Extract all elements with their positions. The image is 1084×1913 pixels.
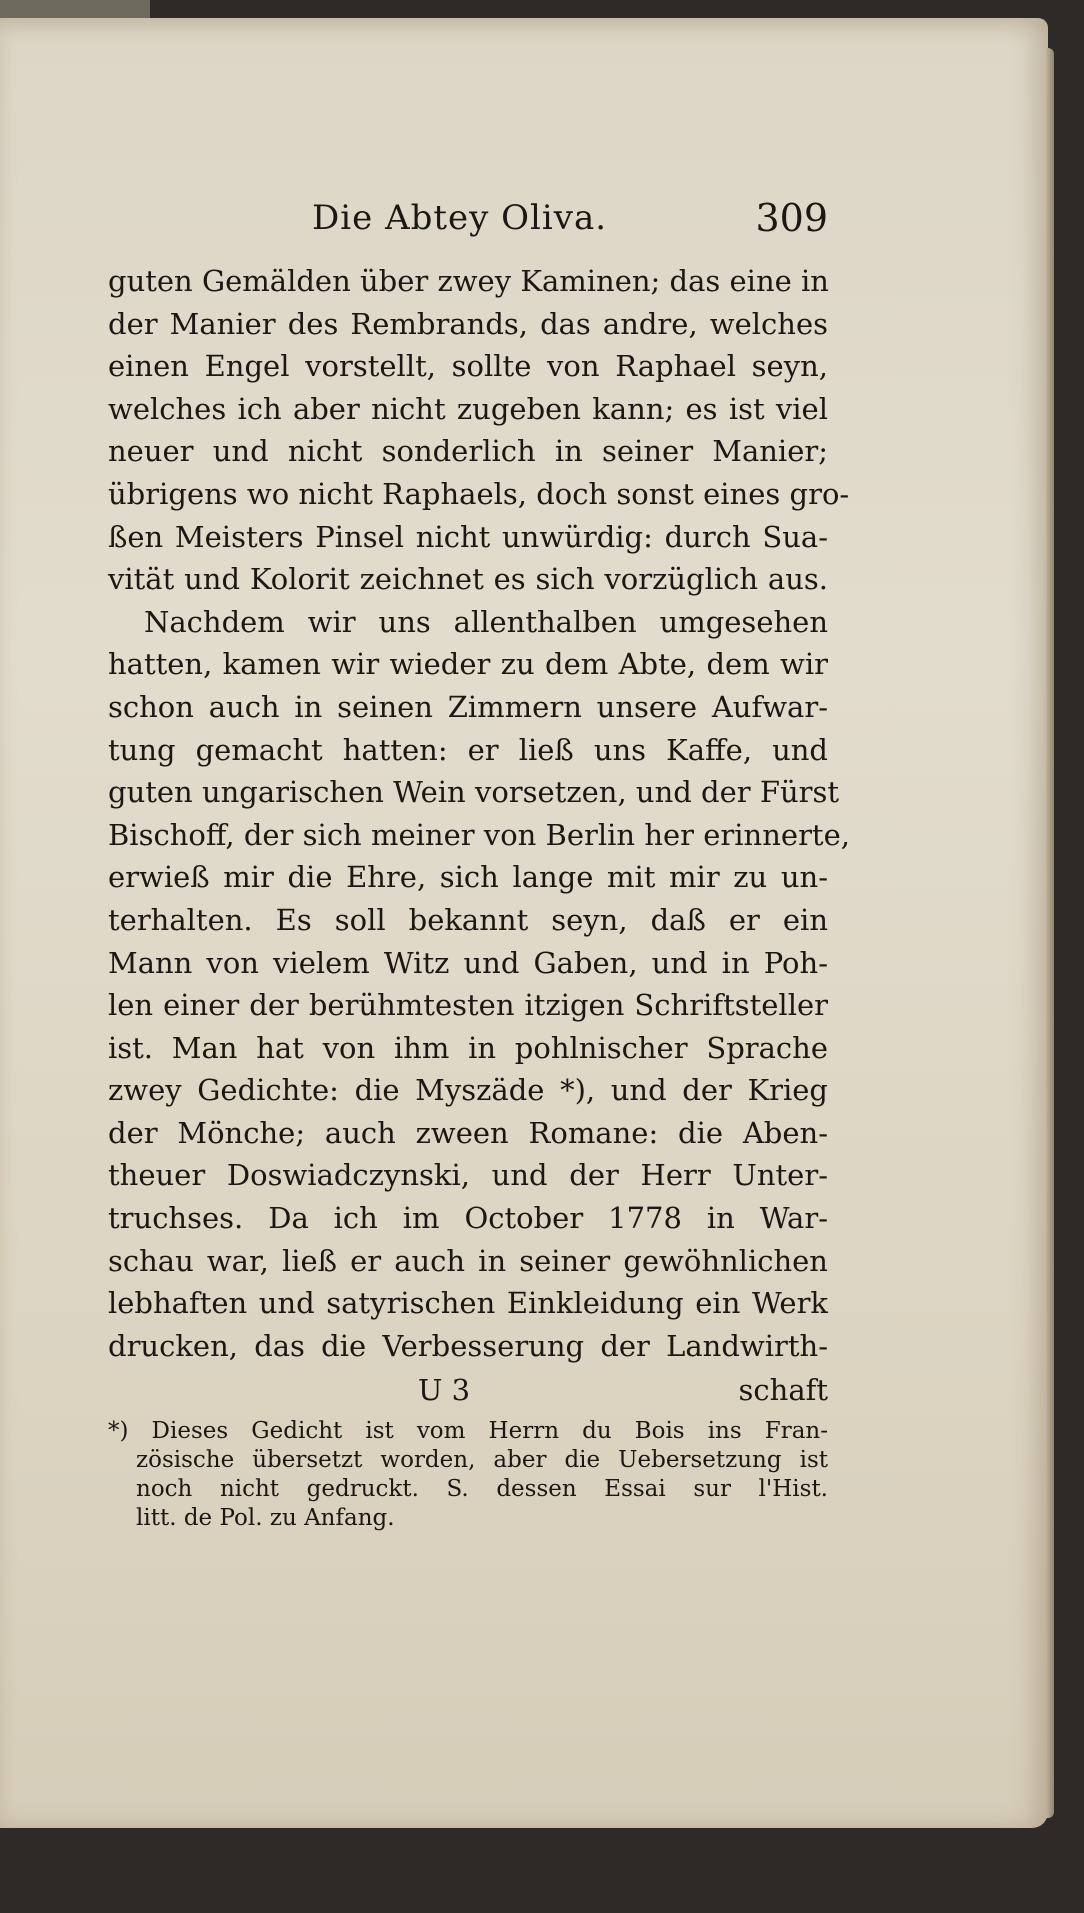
catchword: schaft — [738, 1373, 828, 1408]
body-line: Nachdem wir uns allenthalben umgesehen — [144, 604, 828, 639]
footnote-line: litt. de Pol. zu Anfang. — [136, 1505, 395, 1532]
body-line: guten ungarischen Wein vorsetzen, und der Fürst — [108, 775, 840, 810]
body-line: tung gemacht hatten: er ließ uns Kaffe, und — [108, 732, 828, 767]
body-line: der Manier des Rembrands, das andre, welches — [108, 306, 828, 341]
body-line: truchses. Da ich im October 1778 in War- — [108, 1201, 828, 1236]
body-line: Mann von vielem Witz und Gaben, und in Poh- — [108, 945, 828, 980]
body-line: theuer Doswiadczynski, und der Herr Unter- — [108, 1158, 828, 1193]
body-line: Bischoff, der sich meiner von Berlin her erinnerte, — [108, 817, 850, 852]
body-line: hatten, kamen wir wieder zu dem Abte, dem wir — [108, 647, 828, 682]
body-line: erwieß mir die Ehre, sich lange mit mir zu un- — [108, 860, 828, 895]
body-line: drucken, das die Verbesserung der Landwirth- — [108, 1328, 828, 1363]
body-line: vität und Kolorit zeichnet es sich vorzüglich aus. — [108, 562, 828, 597]
body-line: schon auch in seinen Zimmern unsere Aufwar- — [108, 689, 828, 724]
body-line: übrigens wo nicht Raphaels, doch sonst eines gro- — [108, 476, 850, 511]
footnote — [108, 1417, 828, 1533]
signature-line — [108, 1367, 828, 1411]
page-number: 309 — [755, 196, 828, 240]
body-line: schau war, ließ er auch in seiner gewöhnlichen — [108, 1243, 828, 1278]
footnote-line: zösische übersetzt worden, aber die Uebersetzung ist — [136, 1447, 828, 1474]
footnote-line: noch nicht gedruckt. S. dessen Essai sur l'Hist. — [136, 1476, 828, 1503]
body-line: lebhaften und satyrischen Einkleidung ein Werk — [108, 1286, 828, 1321]
body-line: zwey Gedichte: die Myszäde *), und der Krieg — [108, 1073, 828, 1108]
body-line: guten Gemälden über zwey Kaminen; das eine in — [108, 264, 829, 298]
page-text-block — [108, 190, 850, 1533]
body-line: welches ich aber nicht zugeben kann; es ist viel — [108, 391, 828, 426]
footnote-line: *) Dieses Gedicht ist vom Herrn du Bois ins Fran- — [108, 1418, 828, 1445]
body-line: einen Engel vorstellt, sollte von Raphael seyn, — [108, 349, 828, 384]
body-line: ßen Meisters Pinsel nicht unwürdig: durch Sua- — [108, 519, 828, 554]
running-title: Die Abtey Oliva. — [312, 198, 608, 238]
body-line: len einer der berühmtesten itzigen Schriftsteller — [108, 988, 828, 1023]
page-edge — [1046, 48, 1054, 1818]
body-line: terhalten. Es soll bekannt seyn, daß er ein — [108, 902, 828, 937]
body-line: neuer und nicht sonderlich in seiner Manier; — [108, 434, 828, 469]
page-header — [108, 190, 828, 260]
body-line: ist. Man hat von ihm in pohlnischer Sprache — [108, 1030, 828, 1065]
body-line: der Mönche; auch zween Romane: die Aben- — [108, 1115, 828, 1150]
printer-signature: U 3 — [418, 1373, 471, 1408]
body-text — [108, 260, 850, 1367]
